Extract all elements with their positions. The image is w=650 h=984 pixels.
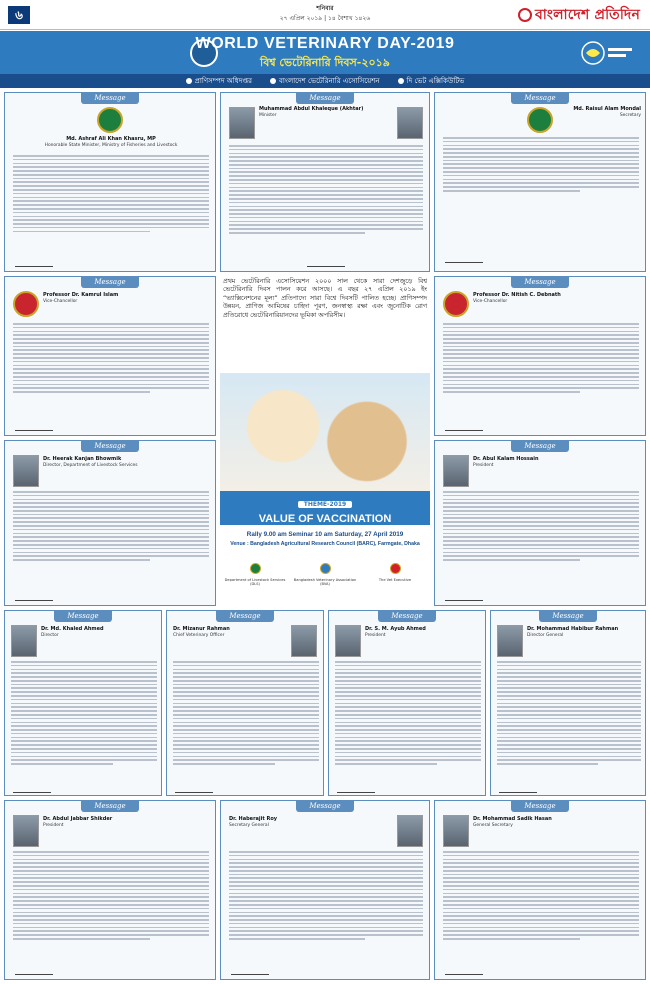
message-tag: Message <box>81 801 139 812</box>
sender-photo <box>11 625 37 657</box>
theme-label: THEME-2019 <box>298 501 352 508</box>
message-box-9 <box>166 610 324 796</box>
message-box-13 <box>220 800 430 980</box>
message-body <box>443 491 639 563</box>
message-sender: Dr. Md. Khaled Ahmed Director <box>41 626 104 638</box>
signature <box>15 421 53 431</box>
rally-seminar-time: Rally 9.00 am Seminar 10 am Saturday, 27 April 2019 <box>246 531 404 538</box>
signature <box>231 965 269 975</box>
signature <box>307 257 345 267</box>
message-sender: Md. Raisul Alam Mondal Secretary <box>573 106 641 118</box>
sender-photo <box>335 625 361 657</box>
message-tag: Message <box>511 93 569 104</box>
message-body <box>173 661 319 767</box>
sender-photo <box>291 625 317 657</box>
issue-date-line: ২৭ এপ্রিল ২০১৯ | ১৪ বৈশাখ ১৪২৬ <box>279 15 371 22</box>
message-body <box>13 323 209 395</box>
organizer-dls: প্রাণিসম্পদ অধিদপ্তর <box>186 75 252 87</box>
organizer-bva: বাংলাদেশ ভেটেরিনারি এসোসিয়েশন <box>270 75 380 87</box>
organizer-strip <box>0 74 650 88</box>
message-box-10 <box>328 610 486 796</box>
message-box-2 <box>220 92 430 272</box>
brand-name: বাংলাদেশ প্রতিদিন <box>535 7 640 23</box>
organizer-logos <box>220 559 430 587</box>
message-body <box>229 145 423 236</box>
message-tag: Message <box>511 801 569 812</box>
message-body <box>443 851 639 942</box>
vet-executive-logo-icon <box>390 563 401 574</box>
message-tag: Message <box>511 277 569 288</box>
sender-photo <box>497 625 523 657</box>
message-tag: Message <box>81 93 139 104</box>
event-venue: Venue : Bangladesh Agricultural Research Council (BARC), Farmgate, Dhaka <box>230 541 420 547</box>
message-body <box>13 851 209 942</box>
message-sender: Professor Dr. Nitish C. Debnath Vice-Chancellor <box>473 292 561 304</box>
supplement-title: WORLD VETERINARY DAY-2019 <box>195 35 455 52</box>
signature <box>15 591 53 601</box>
message-box-14 <box>434 800 646 980</box>
university-emblem-icon <box>13 291 39 317</box>
message-body <box>13 155 209 234</box>
message-box-1 <box>4 92 216 272</box>
message-body <box>11 661 157 767</box>
signature <box>445 591 483 601</box>
message-sender: Dr. Abul Kalam Hossain President <box>473 456 539 468</box>
message-sender: Professor Dr. Kamrul Islam Vice-Chancellor <box>43 292 119 304</box>
bva-logo-icon <box>320 563 331 574</box>
feature-animal-image <box>220 373 430 491</box>
message-body <box>497 661 641 767</box>
message-tag: Message <box>81 277 139 288</box>
message-body <box>335 661 481 767</box>
feature-intro-text: প্রথম ভেটেরিনারি এসোসিয়েশন ২০০০ সাল থেকে সারা দেশজুড়ে বিশ্ব ভেটেরিনারি দিবস পালন করে আসছে। এ বছর ২৭ এপ্রিল ২০১৯ ইং “ভ্যাক্সিনেশনের মূল্য” প্রতিপাদ্যে সারা বিশ্বে দিবসটি পালিত হচ্ছে। প্রাণিসম্পদ উন্নয়ন, প্রাণিজ আমিষের চাহিদা পূরণ, জনস্বাস্থ্য রক্ষা এবং জুনোটিক রোগ প্রতিরোধে ভেটেরিনারিয়ানদের ভূমিকা অপরিসীম। <box>223 278 427 319</box>
logo-bva <box>292 559 358 587</box>
message-box-8 <box>4 610 162 796</box>
signature <box>445 421 483 431</box>
message-body <box>443 323 639 395</box>
message-sender: Dr. Mizanur Rahman Chief Veterinary Officer <box>173 626 230 638</box>
signature <box>15 257 53 267</box>
message-sender: Dr. S. M. Ayub Ahmed President <box>365 626 426 638</box>
message-body <box>443 137 639 194</box>
message-tag: Message <box>54 611 112 622</box>
signature <box>175 783 213 793</box>
message-sender: Dr. Heerak Kanjan Bhowmik Director, Department of Livestock Services <box>43 456 138 468</box>
message-body <box>13 491 209 563</box>
emblem-icon <box>97 107 123 133</box>
sender-photo <box>13 815 39 847</box>
message-tag: Message <box>378 611 436 622</box>
event-details <box>220 527 430 557</box>
message-tag: Message <box>539 611 597 622</box>
message-box-6 <box>4 440 216 606</box>
message-tag: Message <box>511 441 569 452</box>
theme-panel <box>220 491 430 525</box>
sender-photo <box>443 815 469 847</box>
sender-photo <box>229 107 255 139</box>
supplement-subtitle: বিশ্ব ভেটেরিনারি দিবস-২০১৯ <box>260 56 390 69</box>
university-emblem-icon <box>443 291 469 317</box>
logo-dls <box>222 559 288 587</box>
message-sender: Dr. Mohammad Sadik Hasan General Secretary <box>473 816 552 828</box>
brand-logo-icon <box>518 8 532 22</box>
sender-photo <box>397 107 423 139</box>
issue-day: শনিবার <box>316 5 334 12</box>
logo-caption: Department of Livestock Services (DLS) <box>224 578 286 587</box>
message-sender: Muhammad Abdul Khaleque (Akhtar) Minister <box>259 106 364 118</box>
signature <box>499 783 537 793</box>
message-box-5 <box>434 276 646 436</box>
message-sender: Dr. Mohammad Habibur Rahman Director General <box>527 626 619 638</box>
theme-value: VALUE OF VACCINATION <box>258 513 392 525</box>
message-sender: Md. Ashraf Ali Khan Khasru, MP Honorable State Minister, Ministry of Fisheries and Livestock <box>44 136 178 148</box>
logo-caption: The Vet Executive <box>378 578 412 582</box>
message-box-4 <box>4 276 216 436</box>
message-tag: Message <box>296 801 354 812</box>
message-box-7 <box>434 440 646 606</box>
logo-caption: Bangladesh Veterinary Association (BVA) <box>293 578 357 587</box>
signature <box>337 783 375 793</box>
sender-photo <box>13 455 39 487</box>
message-tag: Message <box>296 93 354 104</box>
feature-panel <box>220 275 430 587</box>
signature <box>445 965 483 975</box>
logo-vet-executive <box>362 559 428 582</box>
page-number: ৬ <box>8 6 30 24</box>
message-sender: Dr. Haberajit Roy Secretary General <box>229 816 278 828</box>
supplement-banner <box>0 31 650 74</box>
organizer-vet-executive: দি ভেট এক্সিকিউটিভ <box>398 75 465 87</box>
issue-date <box>230 4 420 24</box>
dls-logo-icon <box>250 563 261 574</box>
signature <box>13 783 51 793</box>
signature <box>445 253 483 263</box>
message-box-12 <box>4 800 216 980</box>
message-tag: Message <box>216 611 274 622</box>
sender-photo <box>443 455 469 487</box>
message-box-11 <box>490 610 646 796</box>
wvd-logo-icon <box>580 40 636 66</box>
message-box-3 <box>434 92 646 272</box>
sender-photo <box>397 815 423 847</box>
newspaper-brand <box>518 5 640 25</box>
message-sender: Dr. Abdul Jabbar Shikder President <box>43 816 113 828</box>
masthead <box>0 0 650 30</box>
message-body <box>229 851 423 942</box>
signature <box>15 965 53 975</box>
message-tag: Message <box>81 441 139 452</box>
